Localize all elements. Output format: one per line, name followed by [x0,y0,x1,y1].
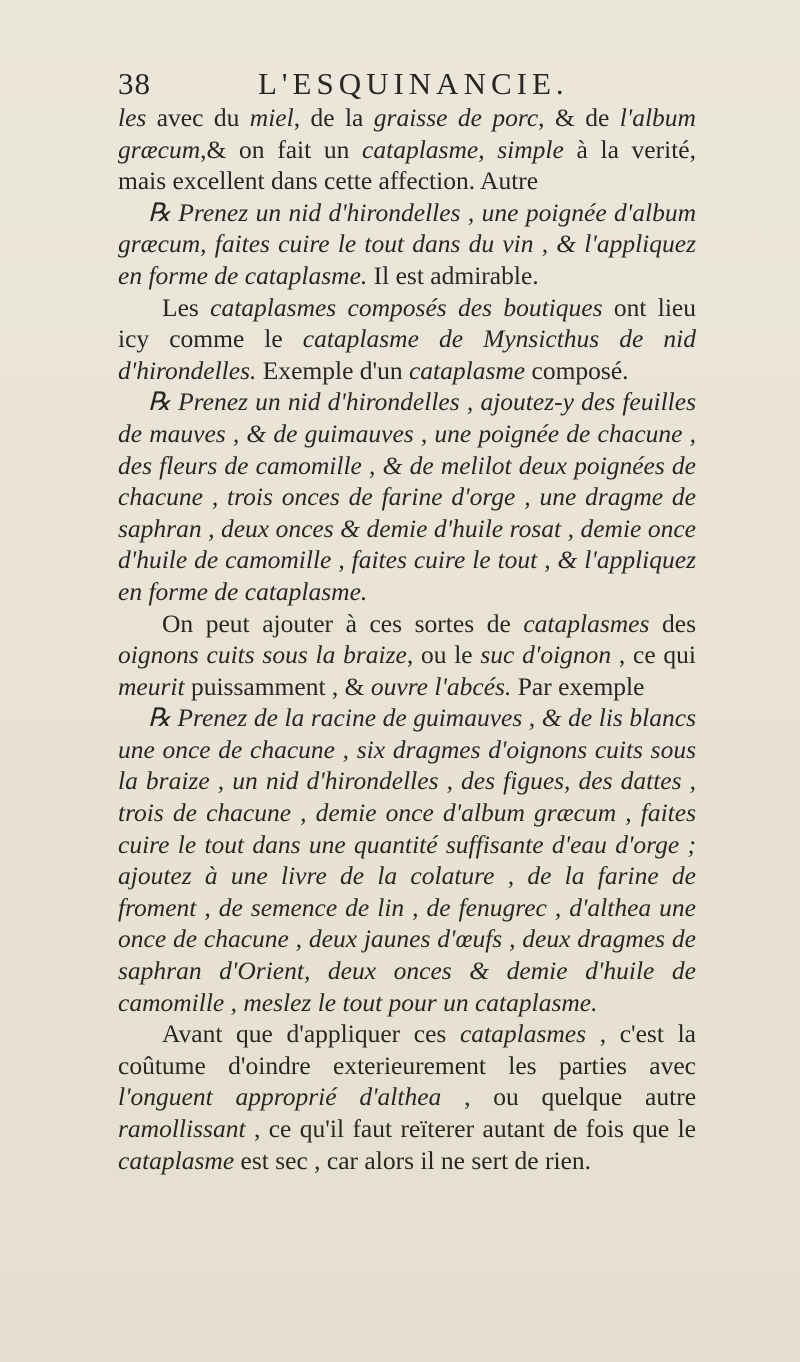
text-segment: Il est admirable. [367,260,539,290]
text-segment: Les [162,292,211,322]
text-segment: , ce qui [611,640,696,670]
text-segment: puissamment , & [184,671,371,701]
italic-segment: l'album græcum [118,103,696,164]
italic-segment: cataplasmes [523,608,650,638]
text-segment: à la verité, mais excellent dans cette affection. Autre [118,134,696,196]
text-segment: des [649,608,696,638]
text-segment: Par exemple [511,671,645,701]
italic-segment: ouvre l'abcés. [370,671,512,701]
text-segment: , c'est la coûtume d'oindre exterieurement les parties avec [118,1019,696,1080]
text-paragraph [118,608,696,703]
italic-segment: cataplasmes [459,1019,587,1049]
italic-segment: les [118,103,147,132]
text-segment: est sec , car alors il ne sert de rien. [234,1145,592,1175]
italic-segment: suc d'oignon [480,640,612,670]
italic-segment: oignons cuits sous la braize [118,640,407,670]
text-segment: composé. [525,355,629,385]
running-title: L'ESQUINANCIE. [258,66,569,101]
italic-segment: l'onguent approprié d'althea [118,1082,442,1112]
recipe-symbol: ℞ [148,197,171,227]
italic-segment: ramollissant [118,1114,246,1143]
italic-segment: cataplasme [118,1145,235,1175]
text-segment: Avant que d'appliquer ces [162,1019,460,1049]
text-segment: , & de [538,103,620,132]
recipe-symbol: ℞ [148,387,171,417]
text-segment: ont lieu icy comme le [118,292,696,354]
recipe-paragraph [118,197,696,292]
text-paragraph [118,1018,696,1176]
text-segment: , ou quelque autre [441,1082,697,1112]
italic-segment: Prenez de la racine de guimauves , & de lis blancs une once de chacune , six dragmes d'oignons cuits sous la braize , un nid d'hirondelles , des figues, des dattes , trois de chacune , demie once d'album græcum , faites cuire le tout dans une quantité suffisante d'eau d'orge ; ajoutez à une livre de la colature , de la farine de froment , de semence de lin , de fenugrec , d'althea une once de chacune , deux jaunes d'œufs , deux dragmes de saphran d'Orient, deux onces & demie d'huile de camomille , meslez le tout pour un cataplasme. [118,703,696,1017]
italic-segment: cataplasme [408,355,526,385]
italic-segment: meurit [118,671,185,701]
text-paragraph [118,102,696,197]
text-segment: On peut ajouter à ces sortes de [162,608,524,638]
italic-segment: cataplasme, simple [362,134,564,164]
text-segment: ,& on fait un [200,134,363,164]
italic-segment: cataplasme de Mynsicthus de nid d'hirondelles. [118,324,696,385]
text-segment: avec du [146,103,250,132]
italic-segment: miel [249,103,294,132]
text-segment: , de la [293,103,374,132]
text-paragraph [118,292,696,387]
text-segment: , ce qu'il faut reïterer autant de fois que le [245,1114,696,1143]
recipe-paragraph [118,702,696,1018]
italic-segment: Prenez un nid d'hirondelles , ajoutez-y des feuilles de mauves , & de guimauves , une poignée de chacune , des fleurs de camomille , & de melilot deux poignées de chacune , trois onces de farine d'orge , une dragme de saphran , deux onces & demie d'huile rosat , demie once d'huile de camomille , faites cuire le tout , & l'appliquez en forme de cataplasme. [118,387,696,606]
italic-segment: Prenez un nid d'hirondelles , une poignée d'album græcum, faites cuire le tout dans du vin , & l'appliquez en forme de cataplasme. [118,197,696,290]
text-segment: , ou le [406,640,481,670]
page-header [118,66,638,106]
page-number: 38 [118,66,151,101]
italic-segment: cataplasmes composés des boutiques [210,292,603,322]
italic-segment: graisse de porc [373,103,539,132]
recipe-paragraph [118,386,696,607]
body-text [118,102,696,1176]
text-segment: Exemple d'un [256,355,409,385]
recipe-symbol: ℞ [148,703,171,733]
